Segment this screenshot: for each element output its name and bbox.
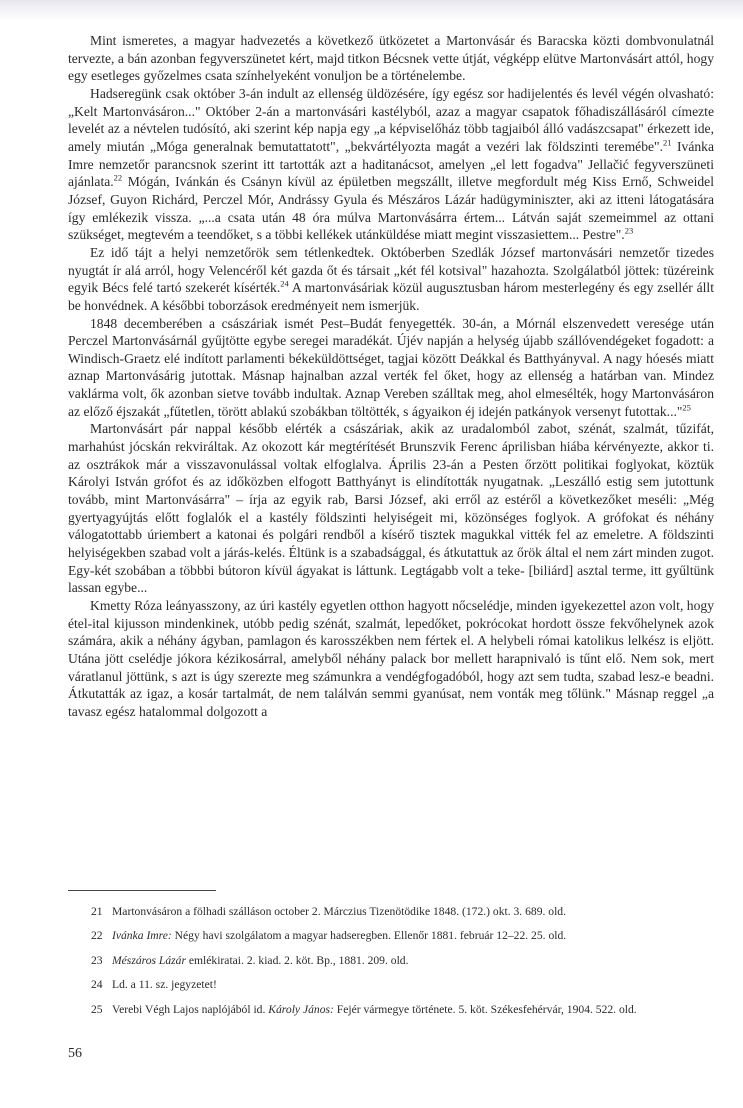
text-run: Ivánka Imre nemzetőr parancsnok szerint itt tartották azt a haditanácsot, amelyen „el lett fogadva" Jellačić fegyverszüneti ajánlata.: [68, 138, 714, 190]
main-text: [68, 32, 714, 721]
footnote: [68, 928, 714, 944]
footnote: [68, 953, 714, 969]
footnote-ref: 21: [662, 137, 672, 148]
footnote: [68, 1002, 714, 1018]
text-run: Martonvásárt pár nappal később elérték a császáriak, akik az uradalomból zabot, szénát, szalmát, tűzifát, marhahúst jócskán rekviráltak. Az okozott kár megtérítését Brunszvik Ferenc áprilisban hiába kérvényezte, akkor ti. az osztrákok már a visszavonulással voltak elfoglalva. Április 23-án a Pesten őrzött politikai foglyokat, köztük Károlyi István grófot és az időközben elfogott Batthyányt is elindították nyugatnak. „Leszálló estig sem jutottunk tovább, mint Martonvásárra" – írja az egyik rab, Barsi József, aki erről az estéről a következőket meséli: „Még gyertyagyújtás előtt foglalók el a kastély földszinti helyiségeit mi, közönséges foglyok. A grófokat és néhány válogatottabb úriembert a katonai és polgári rendből a kísérő tisztek magukkal vitték fel az emeletre. A földszinti helyiségekben szabad volt a járás-kelés. Éltünk is a szabadsággal, és átkutattuk az őrök által el nem zárt minden zugot. Egy-két szobában a többbi bútoron kívül ágyakat is láttunk. Legtágabb volt a teke- [biliárd] asztal terme, itt gyűltünk lassan egybe...: [68, 421, 714, 596]
italic-text: Károly János:: [268, 1002, 334, 1016]
text-run: Kmetty Róza leányasszony, az úri kastély egyetlen otthon hagyott nőcselédje, minden igyekezettel azon volt, hogy étel-ital kijusson mindenkinek, utóbb pedig szénát, szalmát, lepedőket, pokrócokat hordott össze fekvőhelynek azok számára, akik a néhány ágyban, pamlagon és karosszékben nem fértek el. A helybeli római katolikus lelkész is eljött. Utána jött cselédje jókora kézikosárral, amelyből néhány palack bor mellett harapnivaló is tűnt elő. Nem sok, mert váratlanul jöttünk, s azt is úgy szerezte meg számunkra a vendégfogadóból, hogy azt sem tudta, szabad lesz-e beadni. Átkutatták az igaz, a kosár tartalmát, de nem találván semmi gyanúsat, nem vonták meg tőlünk." Másnap reggel „a tavasz egész hatalommal dolgozott a: [68, 598, 714, 719]
footnote-number: 23: [91, 953, 103, 967]
italic-text: Mészáros Lázár: [112, 953, 186, 967]
text-run: Fejér vármegye története. 5. köt. Székesfehérvár, 1904. 522. old.: [333, 1002, 637, 1016]
text-run: Négy havi szolgálatom a magyar hadseregben. Ellenőr 1881. február 12–22. 25. old.: [171, 929, 567, 943]
text-run: Verebi Végh Lajos naplójából id.: [112, 1002, 269, 1016]
scan-top-band: [0, 0, 743, 22]
paragraph: [68, 32, 714, 85]
page-number: 56: [68, 1046, 82, 1061]
footnote-ref: 23: [624, 225, 634, 236]
text-run: 1848 decemberében a császáriak ismét Pest–Budát fenyegették. 30-án, a Mórnál elszenvedett veresége után Perczel Martonvásárnál gyűjtötte egybe seregei maradékát. Újév napján a helység újabb szállóvendégeket fogadott: a Windisch-Graetz elé indított parlamenti békeküldöttséget, tagjai között Deákkal és Batthyányval. A nagy hóesés miatt aznap Martonvásárig jutottak. Másnap hajnalban azzal verték fel őket, hogy az ellenség a határban van. Mindez vaklárma volt, ők azonban sietve tovább indultak. Aznap Vereben szálltak meg, ahol elmesélték, hogy Martonvásáron az előző éjszakát „fűtetlen, törött ablakú szobákban töltötték, s ágyaikon éj idején patkányok versenyt futottak...": [68, 315, 714, 419]
footnote-ref: 25: [682, 402, 691, 413]
text-run: Mint ismeretes, a magyar hadvezetés a következő ütközetet a Martonvásár és Baracska közti dombvonulatnál tervezte, a bán azonban fegyverszünetet kért, majd titkon Bécsnek vette útját, végképp elütve Martonvásárt attól, hogy egy esetleges győzelmes csata színhelyeként vonuljon be a történelembe.: [68, 33, 714, 84]
text-run: Hadseregünk csak október 3-án indult az ellenség üldözésére, így egész sor hadijelentés és levél végén olvasható: „Kelt Martonvásáron..." Október 2-án a martonvásári kastélyból, azaz a magyar csapatok főhadiszállásáról címezte levelét az a névtelen tudósító, aki szerint kép napja egy „a képviselőház több tagjaiból álló vadászcsapat" érkezett ide, amely miután „Móga generalnak bemutattatott", „bekvártélyozta magát a vezéri lak földszinti teremébe".: [68, 85, 714, 154]
paragraph: [68, 420, 714, 597]
footnote-ref: 24: [280, 278, 289, 289]
text-run: Ez idő tájt a helyi nemzetőrök sem tétlenkedtek. Októberben Szedlák József martonvásári nemzetőr tizedes nyugtát ír alá arról, hogy Velencéről két gazda őt és társait „két fél kotsival" hazahozta. Szolgálatból jöttek: tüzéreink egyik Bécs felé tartó szekerét kísérték.: [68, 244, 714, 296]
paragraph: [68, 597, 714, 721]
text-run: Martonvásáron a fölhadi szálláson october 2. Márczius Tizenötödike 1848. (172.) okt. 3. 689. old.: [112, 905, 567, 918]
footnote-number: 21: [91, 905, 103, 918]
paragraph: [68, 85, 714, 244]
footnote-separator: [68, 890, 216, 891]
paragraph: [68, 315, 714, 421]
footnote-number: 24: [91, 978, 103, 992]
footnote-number: 22: [91, 929, 103, 943]
footnote-number: 25: [91, 1002, 103, 1016]
footnotes: [68, 904, 714, 1026]
footnote: [68, 904, 714, 920]
footnote: [68, 977, 714, 993]
paragraph: [68, 244, 714, 315]
text-run: Ld. a 11. sz. jegyzetet!: [112, 978, 217, 992]
text-run: A martonvásáriak közül augusztusban három mesterlegény és egy zsellér állt be honvédnek. A későbbi toborzások eredményeit nem ismerjük.: [68, 280, 714, 313]
text-run: emlékiratai. 2. kiad. 2. köt. Bp., 1881. 209. old.: [185, 953, 409, 967]
text-run: Mógán, Ivánkán és Csányn kívül az épületben megszállt, illetve megfordult még Kiss Ernő, Schweidel József, Guyon Richárd, Perczel Mór, Andrássy Gyula és Mészáros Lázár hadügyminiszter, aki az itteni látogatására így emlékezik vissza. „...a csata után 48 óra múlva Martonvásárra értem... Látván saját szemeimmel az ottani szükséget, megtevém a teendőket, s a többi kellékek utánküldése miatt megint visszasiettem... Pestre".: [68, 174, 714, 243]
italic-text: Ivánka Imre:: [112, 929, 172, 943]
footnote-ref: 22: [113, 172, 123, 183]
